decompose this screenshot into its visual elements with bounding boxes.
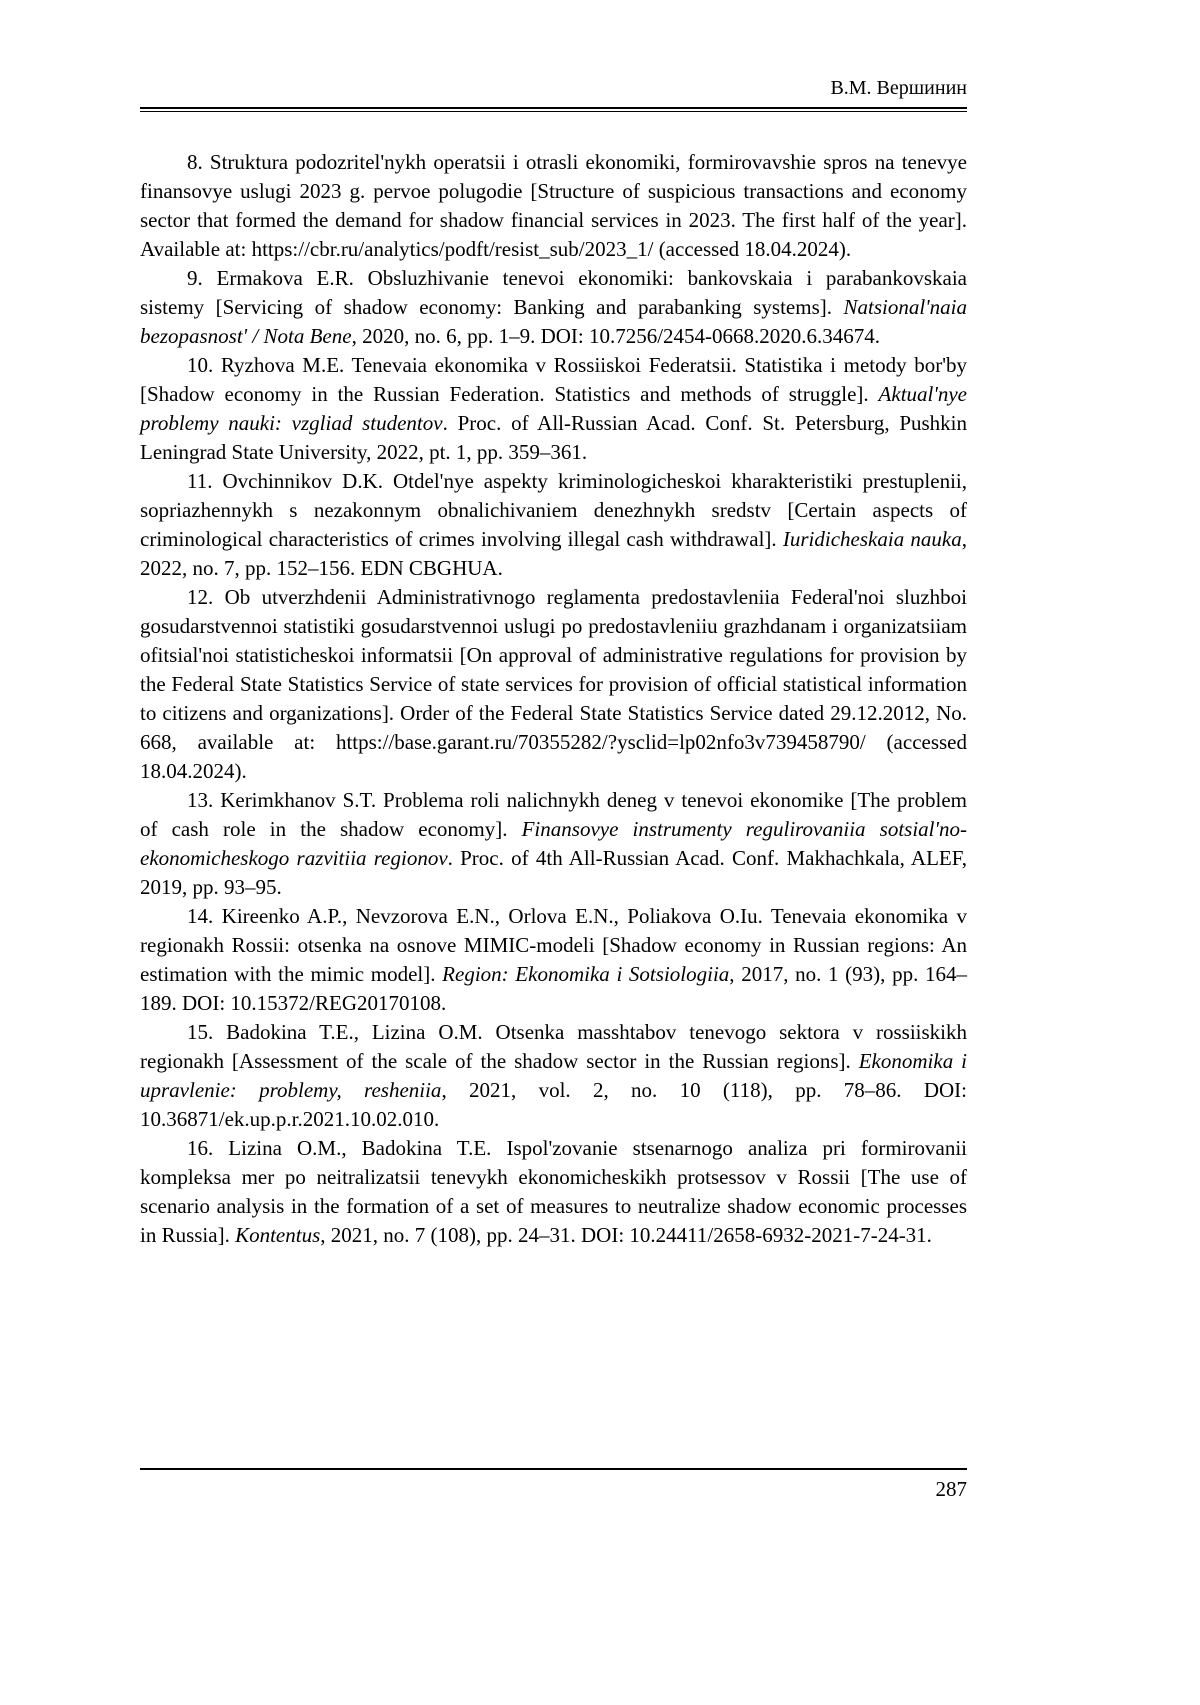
reference-text-segment: 16. Lizina O.M., Badokina T.E. Ispol'zovanie stsenarnogo analiza pri formirovanii kompleksa mer po neitralizatsii tenevykh ekonomicheskikh protsessov v Rossii [The use of scenario analysis in the formation of a set of measures to neutralize shadow economic processes in Russia]. — [140, 1136, 967, 1247]
reference-text-segment: Region: Ekonomika i Sotsiologiia — [442, 962, 730, 986]
reference-entry — [140, 264, 967, 351]
reference-text-segment: 10. Ryzhova M.E. Tenevaia ekonomika v Rossiiskoi Federatsii. Statistika i metody bor'by [Shadow economy in the Russian Federation. Statistics and methods of struggle]. — [140, 353, 967, 406]
reference-text-segment: 14. Kireenko A.P., Nevzorova E.N., Orlova E.N., Poliakova O.Iu. Tenevaia ekonomika v regionakh Rossii: otsenka na osnove MIMIC-modeli [Shadow economy in Russian regions: An estimation with the mimic model]. — [140, 904, 967, 986]
reference-text-segment: , 2022, no. 7, pp. 152–156. EDN CBGHUA. — [140, 527, 967, 580]
reference-entry — [140, 902, 967, 1018]
reference-entry — [140, 583, 967, 786]
reference-text-segment: . Proc. of 4th All-Russian Acad. Conf. Makhachkala, ALEF, 2019, pp. 93–95. — [140, 846, 967, 899]
reference-text-segment: , 2021, no. 7 (108), pp. 24–31. DOI: 10.24411/2658-6932-2021-7-24-31. — [320, 1223, 932, 1247]
reference-text-segment: . Proc. of All-Russian Acad. Conf. St. Petersburg, Pushkin Leningrad State University, 2022, pt. 1, pp. 359–361. — [140, 411, 968, 464]
footer-rule — [140, 1468, 967, 1470]
reference-text-segment: 15. Badokina T.E., Lizina O.M. Otsenka masshtabov tenevogo sektora v rossiiskikh regionakh [Assessment of the scale of the shadow sector in the Russian regions]. — [140, 1020, 967, 1073]
reference-text-segment: Iuridicheskaia nauka — [782, 527, 962, 551]
reference-entry — [140, 1134, 967, 1250]
page-number: 287 — [935, 1477, 967, 1501]
page-footer — [140, 1468, 967, 1502]
running-head-author: В.М. Вершинин — [830, 77, 967, 99]
reference-text-segment: Natsional'naia bezopasnost' / Nota Bene — [140, 295, 967, 348]
reference-text-segment: 8. Struktura podozritel'nykh operatsii i otrasli ekonomiki, formirovavshie spros na tenevye finansovye uslugi 2023 g. pervoe polugodie [Structure of suspicious transactions and economy sector that formed the demand for shadow financial services in 2023. The first half of the year]. Available at: https://cbr.ru/analytics/podft/resist_sub/2023_1/ (accessed 18.04.2024). — [140, 150, 967, 261]
reference-entry — [140, 351, 967, 467]
reference-text-segment: 12. Ob utverzhdenii Administrativnogo reglamenta predostavleniia Federal'noi sluzhboi gosudarstvennoi statistiki gosudarstvennoi uslugi po predostavleniiu grazhdanam i organizatsiiam ofitsial'noi statisticheskoi informatsii [On approval of administrative regulations for provision by the Federal State Statistics Service of state services for provision of official statistical information to citizens and organizations]. Order of the Federal State Statistics Service dated 29.12.2012, No. 668, available at: https://base.garant.ru/70355282/?ysclid=lp02nfo3v739458790/ (accessed 18.04.2024). — [140, 585, 967, 783]
reference-text-segment: Ekonomika i upravlenie: problemy, resheniia — [140, 1049, 967, 1102]
reference-text-segment: 9. Ermakova E.R. Obsluzhivanie tenevoi ekonomiki: bankovskaia i parabankovskaia sistemy [Servicing of shadow economy: Banking and parabanking systems]. — [140, 266, 967, 319]
header-rule — [140, 107, 967, 112]
reference-entry — [140, 467, 967, 583]
reference-entry — [140, 1018, 967, 1134]
reference-text-segment: 11. Ovchinnikov D.K. Otdel'nye aspekty kriminologicheskoi kharakteristiki prestuplenii, sopriazhennykh s nezakonnym obnalichivaniem denezhnykh sredstv [Certain aspects of criminological characteristics of crimes involving illegal cash withdrawal]. — [140, 469, 967, 551]
reference-text-segment: , 2017, no. 1 (93), pp. 164–189. DOI: 10.15372/REG20170108. — [140, 962, 967, 1015]
reference-text-segment: Kontentus — [235, 1223, 321, 1247]
references-list — [140, 148, 967, 1250]
reference-text-segment: 13. Kerimkhanov S.T. Problema roli nalichnykh deneg v tenevoi ekonomike [The problem of cash role in the shadow economy]. — [140, 788, 967, 841]
page-content — [140, 76, 967, 1250]
reference-text-segment: Aktual'nye problemy nauki: vzgliad studentov — [140, 382, 967, 435]
reference-text-segment: , 2020, no. 6, pp. 1–9. DOI: 10.7256/2454-0668.2020.6.34674. — [351, 324, 881, 348]
reference-text-segment: Finansovye instrumenty regulirovaniia sotsial'no-ekonomicheskogo razvitiia regionov — [140, 817, 967, 870]
reference-entry — [140, 148, 967, 264]
reference-entry — [140, 786, 967, 902]
reference-text-segment: , 2021, vol. 2, no. 10 (118), pp. 78–86. DOI: 10.36871/ek.up.p.r.2021.10.02.010. — [140, 1078, 967, 1131]
